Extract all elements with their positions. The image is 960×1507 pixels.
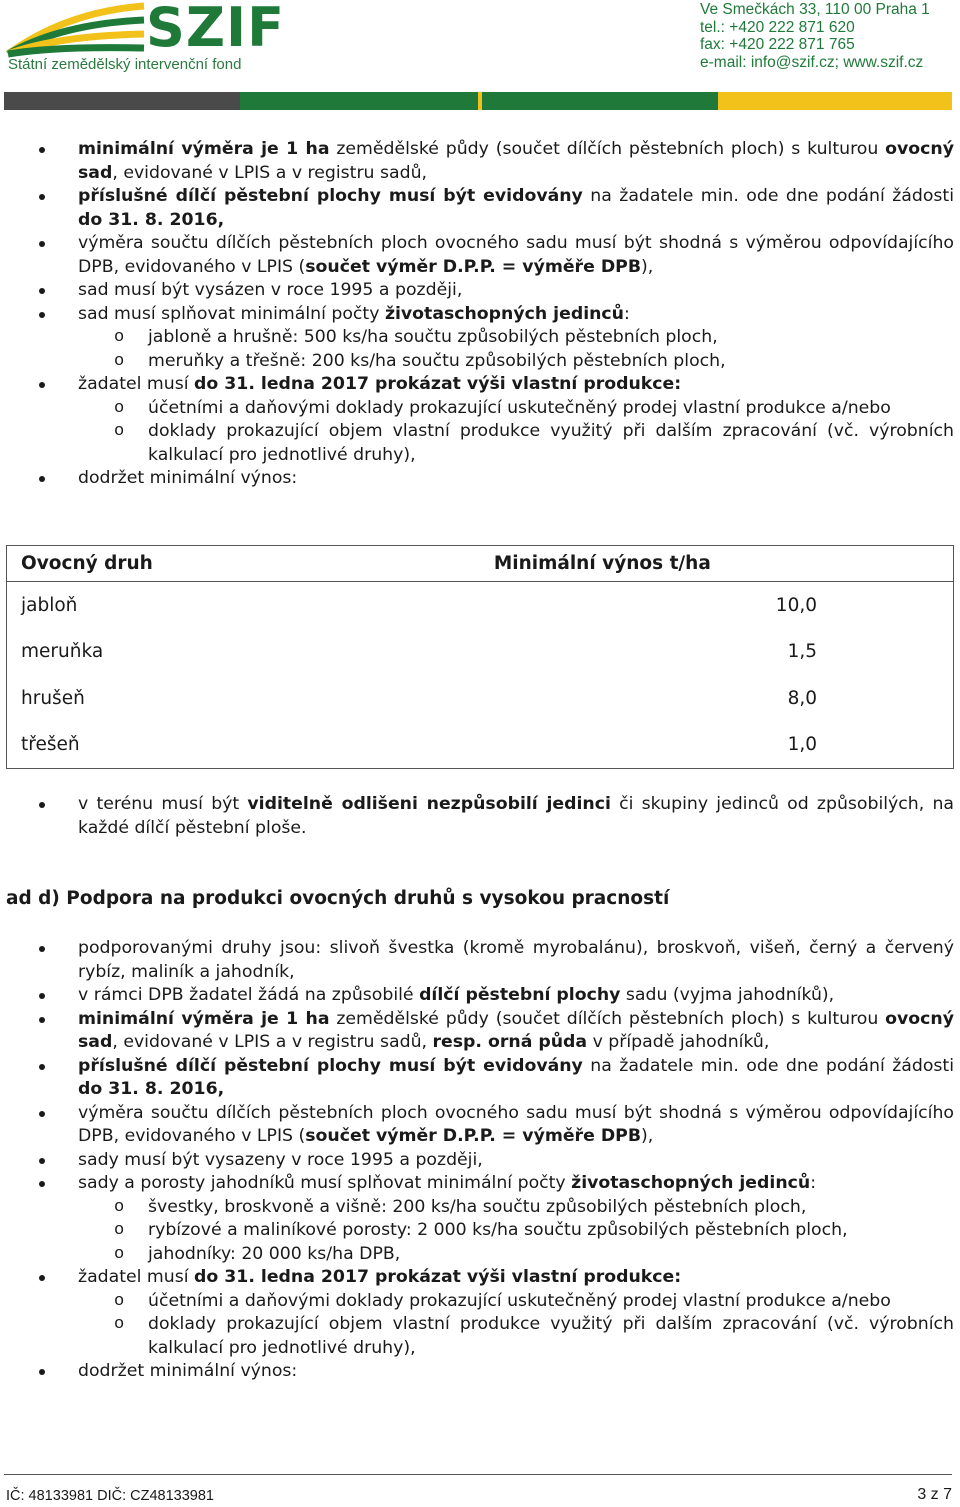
bullet-item (0, 1172, 960, 1266)
text-run: výměra součtu dílčích pěstebních ploch ovocného sadu musí být shodná s výměrou odpovídajícího DPB, evidovaného v LPIS ( (78, 1102, 954, 1146)
text-run: švestky, broskvoně a višně: 200 ks/ha součtu způsobilých pěstebních ploch, (148, 1196, 807, 1217)
yield-cell: 10,0 (775, 594, 817, 616)
stripe-segment (482, 92, 718, 110)
bullet-item (0, 138, 960, 185)
contact-email-web: e-mail: info@szif.cz; www.szif.cz (700, 53, 924, 71)
bullet-item (0, 1266, 960, 1360)
stripe-segment (240, 92, 478, 110)
document-body-2 (0, 793, 960, 840)
text-run: na žadatele min. ode dne podání žádosti (582, 186, 954, 206)
text-run: v rámci DPB žadatel žádá na způsobilé (78, 985, 420, 1005)
column-header-yield: Minimální výnos t/ha (226, 546, 954, 582)
minimum-yield-table (6, 545, 954, 769)
contact-address: Ve Smečkách 33, 110 00 Praha 1 (700, 1, 930, 18)
yield-cell: 1,5 (787, 641, 817, 663)
bullet-item (0, 793, 960, 840)
text-run: ), (641, 256, 654, 277)
bullet-item (0, 1149, 960, 1173)
text-run: žadatel musí (78, 1267, 195, 1287)
table-row (7, 675, 954, 722)
sub-bullet-item (78, 397, 954, 421)
bold-text: dílčí pěstební plochy (419, 985, 621, 1005)
text-run: sady a porosty jahodníků musí splňovat minimální počty (78, 1173, 572, 1193)
text-run: meruňky a třešně: 200 ks/ha součtu způsobilých pěstebních ploch, (148, 350, 726, 371)
bold-text: životaschopných jedinců (384, 303, 624, 324)
fruit-cell: jabloň (21, 594, 78, 616)
sub-list (78, 326, 954, 373)
table-row (7, 582, 954, 629)
bold-text: do 31. 8. 2016, (78, 1079, 225, 1099)
bullet-item (0, 984, 960, 1008)
bullet-item (0, 232, 960, 279)
table-row (7, 628, 954, 675)
bullet-item (0, 185, 960, 232)
sub-bullet-item (78, 1196, 954, 1220)
company-ids: IČ: 48133981 DIČ: CZ48133981 (6, 1488, 214, 1504)
bullet-item (0, 373, 960, 467)
text-run: zemědělské půdy (součet dílčích pěstebních ploch) s kulturou (329, 1008, 886, 1029)
footer-divider (4, 1474, 952, 1475)
text-run: účetními a daňovými doklady prokazující uskutečněný prodej vlastní produkce a/nebo (148, 1290, 891, 1311)
fruit-cell: meruňka (21, 641, 104, 663)
text-run: výměra součtu dílčích pěstebních ploch ovocného sadu musí být shodná s výměrou odpovídajícího DPB, evidovaného v LPIS ( (78, 233, 954, 277)
sub-bullet-item (78, 1313, 954, 1360)
sub-list (78, 1196, 954, 1267)
bold-text: součet výměr D.P.P. = výměře DPB (305, 256, 641, 277)
text-run: dodržet minimální výnos: (78, 1361, 298, 1381)
text-run: ), (641, 1126, 654, 1146)
bold-text: minimální výměra je 1 ha (78, 139, 330, 159)
bullet-item (0, 303, 960, 374)
contact-fax: fax: +420 222 871 765 (700, 36, 855, 53)
text-run: doklady prokazující objem vlastní produkce využitý při dalším zpracování (vč. výrobních kalkulací pro jednotlivé druhy), (148, 421, 954, 465)
field-rows-icon (6, 2, 146, 58)
bold-text: resp. orná půda (432, 1032, 588, 1052)
sub-list (78, 1290, 954, 1361)
fruit-cell: hrušeň (21, 687, 85, 709)
text-run: zemědělské půdy (součet dílčích pěstebních ploch) s kulturou (329, 139, 886, 159)
bold-text: do 31. 8. 2016, (78, 209, 225, 230)
bold-text: minimální výměra je 1 ha (78, 1008, 330, 1029)
sub-bullet-item (78, 350, 954, 374)
bold-text: životaschopných jedinců (571, 1173, 811, 1193)
text-run: na žadatele min. ode dne podání žádosti (582, 1055, 954, 1076)
column-header-fruit: Ovocný druh (7, 546, 226, 582)
text-run: podporovanými druhy jsou: slivoň švestka (kromě myrobalánu), broskvoň, višeň, černý a červený rybíz, maliník a jahodník, (78, 938, 954, 982)
sub-bullet-item (78, 420, 954, 467)
text-run: sadu (vyjma jahodníků), (620, 985, 835, 1005)
fruit-cell: třešeň (21, 734, 80, 756)
bold-text: příslušné dílčí pěstební plochy musí být evidovány (78, 1055, 583, 1076)
text-run: : (810, 1173, 817, 1193)
stripe-segment (4, 92, 240, 110)
bold-text: viditelně odlišeni nezpůsobilí jedinci (247, 794, 611, 814)
requirements-list-3 (0, 937, 960, 1384)
text-run: jahodníky: 20 000 ks/ha DPB, (148, 1243, 401, 1264)
sub-bullet-item (78, 1219, 954, 1243)
text-run: v terénu musí být (78, 794, 248, 814)
stripe-segment (718, 92, 952, 110)
bullet-item (0, 937, 960, 984)
table-row (7, 722, 954, 769)
szif-logo (6, 0, 286, 73)
bold-text: příslušné dílčí pěstební plochy musí být evidovány (78, 186, 583, 206)
text-run: doklady prokazující objem vlastní produkce využitý při dalším zpracování (vč. výrobních kalkulací pro jednotlivé druhy), (148, 1314, 954, 1358)
text-run: rybízové a maliníkové porosty: 2 000 ks/ha součtu způsobilých pěstebních ploch, (148, 1220, 848, 1240)
bold-text: do 31. ledna 2017 prokázat výši vlastní produkce: (194, 1267, 682, 1287)
sub-list (78, 397, 954, 468)
text-run: účetními a daňovými doklady prokazující uskutečněný prodej vlastní produkce a/nebo (148, 397, 891, 418)
sub-bullet-item (78, 1243, 954, 1267)
text-run: či skupiny jedinců od způsobilých, na každé dílčí pěstební ploše. (78, 794, 955, 838)
contact-phone: tel.: +420 222 871 620 (700, 18, 855, 36)
document-body-3 (0, 937, 960, 1384)
yield-cell: 8,0 (787, 687, 817, 709)
text-run: , evidované v LPIS a v registru sadů, (112, 1032, 433, 1052)
text-run: sady musí být vysazeny v roce 1995 a později, (78, 1149, 483, 1170)
requirements-list-1 (0, 138, 960, 491)
requirements-list-2 (0, 793, 960, 840)
bullet-item (0, 1055, 960, 1102)
bold-text: do 31. ledna 2017 prokázat výši vlastní produkce: (194, 374, 682, 394)
text-run: dodržet minimální výnos: (78, 468, 298, 488)
text-run: jabloně a hrušně: 500 ks/ha součtu způsobilých pěstebních ploch, (148, 327, 718, 347)
document-body (0, 138, 960, 491)
page-number: 3 z 7 (917, 1486, 952, 1503)
text-run: , evidované v LPIS a v registru sadů, (112, 162, 428, 183)
page-header (0, 0, 960, 112)
yield-cell: 1,0 (787, 734, 817, 756)
sub-bullet-item (78, 326, 954, 350)
text-run: žadatel musí (78, 374, 195, 394)
table-header-row (7, 546, 954, 582)
text-run: v případě jahodníků, (587, 1032, 770, 1052)
bold-text: ovocný sad (78, 1008, 954, 1052)
contact-block (700, 1, 952, 71)
text-run: sad musí splňovat minimální počty (78, 303, 385, 324)
bold-text: ovocný sad (78, 139, 954, 183)
bullet-item (0, 1102, 960, 1149)
text-run: sad musí být vysázen v roce 1995 a později, (78, 280, 463, 300)
bullet-item (0, 467, 960, 491)
logo-wordmark: SZIF (146, 0, 286, 59)
bullet-item (0, 1360, 960, 1384)
section-heading: ad d) Podpora na produkci ovocných druhů s vysokou pracností (6, 888, 670, 909)
bold-text: součet výměr D.P.P. = výměře DPB (305, 1126, 641, 1146)
bullet-item (0, 279, 960, 303)
sub-bullet-item (78, 1290, 954, 1314)
header-color-stripes (4, 92, 952, 110)
bullet-item (0, 1008, 960, 1055)
text-run: : (623, 303, 630, 324)
logo-subtitle: Státní zemědělský intervenční fond (8, 56, 242, 73)
